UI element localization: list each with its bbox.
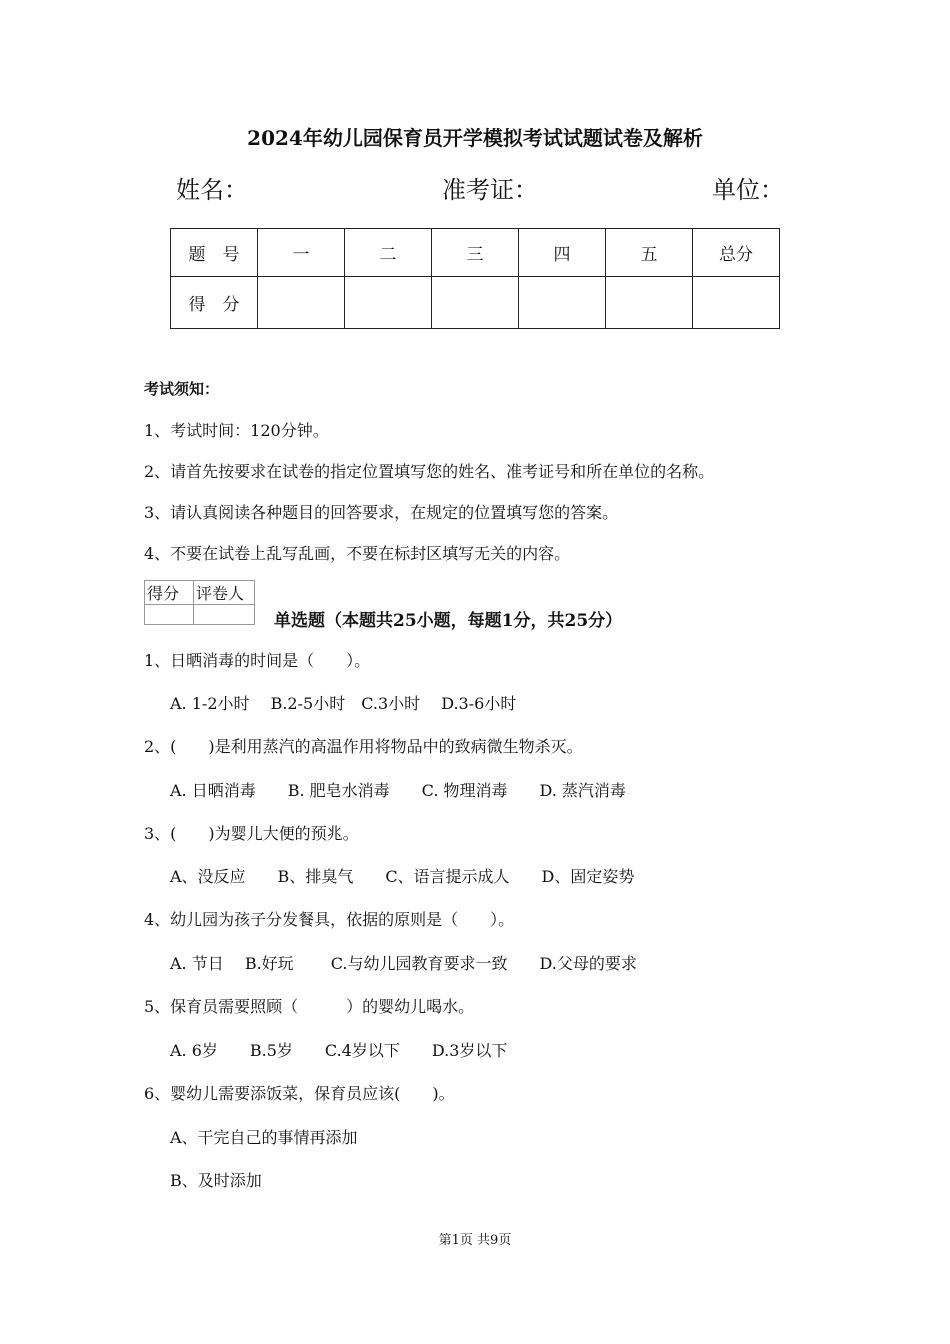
notice-item: 4、不要在试卷上乱写乱画，不要在标封区填写无关的内容。 <box>144 544 571 563</box>
score-input-cell[interactable] <box>258 277 345 329</box>
name-field-label: 姓名： <box>176 176 248 204</box>
page-footer: 第1页 共9页 <box>438 1233 512 1248</box>
score-table <box>170 228 780 329</box>
grader-reviewer-cell[interactable] <box>194 605 255 625</box>
question-options: A. 6岁 B.5岁 C.4岁以下 D.3岁以下 <box>170 1041 508 1060</box>
score-header-cell: 二 <box>345 229 432 277</box>
score-input-cell[interactable] <box>432 277 519 329</box>
notice-item: 1、考试时间：120分钟。 <box>144 421 329 440</box>
notice-item: 2、请首先按要求在试卷的指定位置填写您的姓名、准考证号和所在单位的名称。 <box>144 462 715 481</box>
question-options: A. 节日 B.好玩 C.与幼儿园教育要求一致 D.父母的要求 <box>170 954 637 973</box>
score-header-cell: 总分 <box>693 229 780 277</box>
score-table-header-row <box>171 229 780 277</box>
question-option: B、及时添加 <box>170 1171 262 1190</box>
page-title: 2024年幼儿园保育员开学模拟考试试题试卷及解析 <box>247 126 703 150</box>
score-header-cell: 五 <box>606 229 693 277</box>
question-text: 4、幼儿园为孩子分发餐具，依据的原则是（ ）。 <box>144 910 515 929</box>
grader-box <box>144 580 255 625</box>
score-input-cell[interactable] <box>606 277 693 329</box>
notice-heading: 考试须知： <box>144 380 220 398</box>
score-table-score-row <box>171 277 780 329</box>
score-row-label: 得 分 <box>171 277 258 329</box>
score-header-cell: 题 号 <box>171 229 258 277</box>
unit-field-label: 单位： <box>712 176 784 204</box>
score-header-cell: 四 <box>519 229 606 277</box>
question-options: A. 1-2小时 B.2-5小时 C.3小时 D.3-6小时 <box>170 694 517 713</box>
grader-reviewer-label: 评卷人 <box>194 581 255 605</box>
question-options: A、没反应 B、排臭气 C、语言提示成人 D、固定姿势 <box>170 867 635 886</box>
question-option: A、干完自己的事情再添加 <box>170 1128 358 1147</box>
grader-score-cell[interactable] <box>145 605 194 625</box>
question-text: 1、日晒消毒的时间是（ ）。 <box>144 651 371 670</box>
score-input-cell[interactable] <box>693 277 780 329</box>
score-input-cell[interactable] <box>345 277 432 329</box>
grader-score-label: 得分 <box>145 581 194 605</box>
score-header-cell: 一 <box>258 229 345 277</box>
exam-id-field-label: 准考证： <box>442 176 538 204</box>
question-text: 2、( )是利用蒸汽的高温作用将物品中的致病微生物杀灭。 <box>144 737 583 756</box>
question-text: 6、婴幼儿需要添饭菜，保育员应该( )。 <box>144 1084 455 1103</box>
notice-item: 3、请认真阅读各种题目的回答要求，在规定的位置填写您的答案。 <box>144 503 619 522</box>
score-input-cell[interactable] <box>519 277 606 329</box>
question-options: A. 日晒消毒 B. 肥皂水消毒 C. 物理消毒 D. 蒸汽消毒 <box>170 781 626 800</box>
section-heading: 单选题（本题共25小题，每题1分，共25分） <box>274 611 623 631</box>
score-header-cell: 三 <box>432 229 519 277</box>
question-text: 5、保育员需要照顾（ ）的婴幼儿喝水。 <box>144 997 475 1016</box>
question-text: 3、( )为婴儿大便的预兆。 <box>144 824 359 843</box>
